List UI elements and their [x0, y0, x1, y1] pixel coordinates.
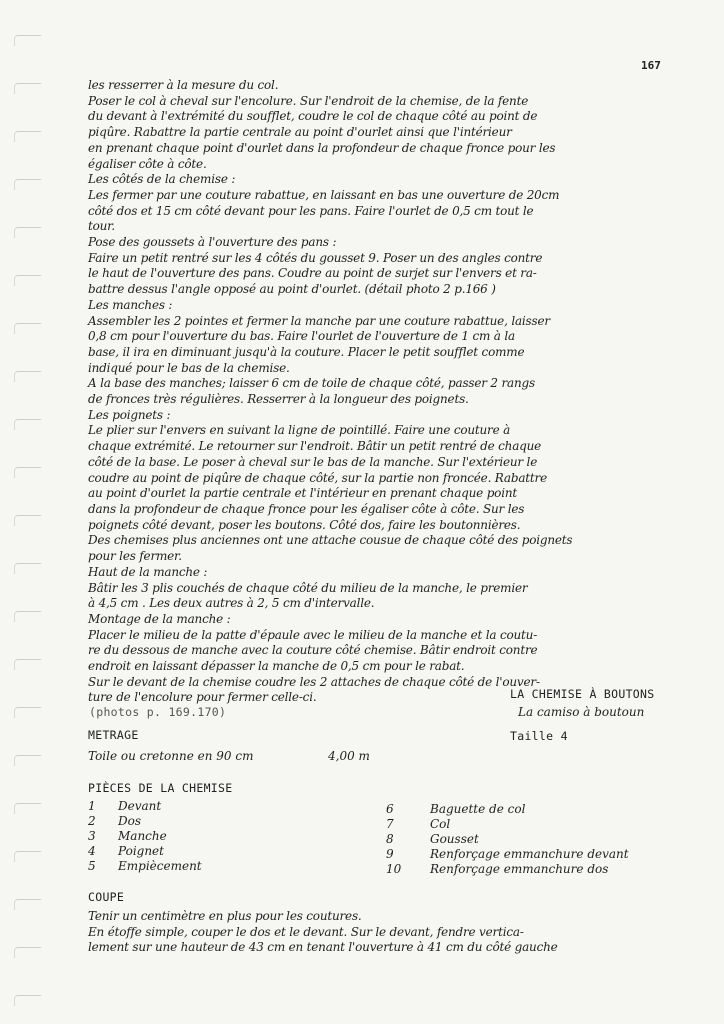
text-line: Bâtir les 3 plis couchés de chaque côté du milieu de la manche, le premier	[88, 580, 528, 595]
punch-hole	[14, 275, 41, 286]
metrage-heading: METRAGE	[88, 728, 139, 742]
list-item: 6 Baguette de col	[386, 802, 526, 816]
text-line: Le plier sur l'envers en suivant la ligne de pointillé. Faire une couture à	[88, 423, 511, 438]
text-line: le haut de l'ouverture des pans. Coudre au point de surjet sur l'envers et ra-	[88, 266, 537, 281]
text-line: Des chemises plus anciennes ont une attache cousue de chaque côté des poignets	[88, 533, 573, 548]
list-item: 2 Dos	[88, 814, 142, 828]
punch-hole	[14, 563, 41, 574]
text-line: pour les fermer.	[88, 549, 182, 564]
text-line: battre dessus l'angle opposé au point d'ourlet. (détail photo 2 p.166 )	[88, 282, 496, 297]
punch-hole	[14, 227, 41, 238]
text-line: Sur le devant de la chemise coudre les 2 attaches de chaque côté de l'ouver-	[88, 674, 540, 689]
punch-hole	[14, 131, 41, 142]
punch-hole	[14, 707, 41, 718]
text-line: Les fermer par une couture rabattue, en laissant en bas une ouverture de 20cm	[88, 187, 560, 202]
list-item: 5 Empiècement	[88, 859, 202, 873]
pieces-heading: PIÈCES DE LA CHEMISE	[88, 781, 233, 795]
text-line: En étoffe simple, couper le dos et le devant. Sur le devant, fendre vertica-	[88, 924, 524, 939]
text-line: de fronces très régulières. Resserrer à la longueur des poignets.	[88, 392, 469, 407]
text-line: Poser le col à cheval sur l'encolure. Sur l'endroit de la chemise, de la fente	[88, 93, 529, 108]
punch-hole	[14, 659, 41, 670]
text-line: côté de la base. Le poser à cheval sur le bas de la manche. Sur l'extérieur le	[88, 454, 538, 469]
punch-hole	[14, 179, 41, 190]
text-line: Pose des goussets à l'ouverture des pans :	[88, 235, 337, 250]
text-line: en prenant chaque point d'ourlet dans la profondeur de chaque fronce pour les	[88, 140, 556, 155]
punch-hole	[14, 947, 41, 958]
punch-hole	[14, 419, 41, 430]
text-line: Faire un petit rentré sur les 4 côtés du gousset 9. Poser un des angles contre	[88, 250, 543, 265]
punch-hole	[14, 803, 41, 814]
text-line: au point d'ourlet la partie centrale et l'intérieur en prenant chaque point	[88, 486, 517, 501]
section-title: LA CHEMISE À BOUTONS	[510, 687, 655, 701]
text-line: poignets côté devant, poser les boutons. Côté dos, faire les boutonnières.	[88, 517, 521, 532]
text-line: chaque extrémité. Le retourner sur l'endroit. Bâtir un petit rentré de chaque	[88, 439, 542, 454]
text-line: Haut de la manche :	[88, 564, 208, 579]
text-line: ture de l'encolure pour fermer celle-ci.	[88, 690, 317, 705]
text-line: Les côtés de la chemise :	[88, 172, 236, 187]
text-line: côté dos et 15 cm côté devant pour les pans. Faire l'ourlet de 0,5 cm tout le	[88, 203, 534, 218]
punch-hole	[14, 899, 41, 910]
metrage-label: Toile ou cretonne en 90 cm	[88, 749, 254, 763]
text-line: Assembler les 2 pointes et fermer la manche par une couture rabattue, laisser	[88, 313, 550, 328]
text-line: re du dessous de manche avec la couture côté chemise. Bâtir endroit contre	[88, 643, 538, 658]
text-line: Montage de la manche :	[88, 611, 231, 626]
size-label: Taille 4	[510, 729, 568, 743]
metrage-value: 4,00 m	[328, 749, 370, 763]
coupe-text	[88, 909, 670, 956]
punch-hole	[14, 323, 41, 334]
text-line: A la base des manches; laisser 6 cm de toile de chaque côté, passer 2 rangs	[88, 376, 535, 391]
list-item: 10 Renforçage emmanchure dos	[386, 862, 609, 876]
page-number: 167	[641, 59, 661, 72]
text-line: indiqué pour le bas de la chemise.	[88, 360, 290, 375]
text-line: Placer le milieu de la patte d'épaule avec le milieu de la manche et la coutu-	[88, 627, 538, 642]
punch-hole	[14, 851, 41, 862]
coupe-heading: COUPE	[88, 890, 125, 904]
text-line: endroit en laissant dépasser la manche de 0,5 cm pour le rabat.	[88, 659, 465, 674]
text-line: les resserrer à la mesure du col.	[88, 78, 279, 92]
section-subtitle: La camiso à boutoun	[518, 705, 645, 719]
punch-hole	[14, 995, 41, 1006]
text-line: à 4,5 cm . Les deux autres à 2, 5 cm d'intervalle.	[88, 596, 375, 611]
punch-hole	[14, 371, 41, 382]
text-line: coudre au point de piqûre de chaque côté, sur la partie non froncée. Rabattre	[88, 470, 547, 485]
punch-hole	[14, 83, 41, 94]
list-item: 3 Manche	[88, 829, 167, 843]
list-item: 7 Col	[386, 817, 451, 831]
text-line: Les poignets :	[88, 407, 171, 422]
photos-reference: (photos p. 169.170)	[89, 705, 227, 719]
punch-hole	[14, 611, 41, 622]
text-line: du devant à l'extrémité du soufflet, coudre le col de chaque côté au point de	[88, 109, 538, 124]
instructions-text	[88, 78, 670, 706]
text-line: lement sur une hauteur de 43 cm en tenant l'ouverture à 41 cm du côté gauche	[88, 940, 558, 955]
text-line: piqûre. Rabattre la partie centrale au point d'ourlet ainsi que l'intérieur	[88, 125, 512, 140]
text-line: Tenir un centimètre en plus pour les coutures.	[88, 909, 362, 923]
text-line: dans la profondeur de chaque fronce pour les égaliser côte à côte. Sur les	[88, 501, 525, 516]
text-line: 0,8 cm pour l'ouverture du bas. Faire l'ourlet de l'ouverture de 1 cm à la	[88, 329, 515, 344]
list-item: 4 Poignet	[88, 844, 164, 858]
list-item: 9 Renforçage emmanchure devant	[386, 847, 629, 861]
text-line: base, il ira en diminuant jusqu'à la couture. Placer le petit soufflet comme	[88, 344, 525, 359]
text-line: tour.	[88, 219, 116, 234]
text-line: égaliser côte à côte.	[88, 156, 207, 171]
punch-hole	[14, 755, 41, 766]
list-item: 8 Gousset	[386, 832, 479, 846]
punch-hole	[14, 515, 41, 526]
text-line: Les manches :	[88, 297, 173, 312]
punch-hole	[14, 35, 41, 46]
punch-hole	[14, 467, 41, 478]
list-item: 1 Devant	[88, 799, 162, 813]
